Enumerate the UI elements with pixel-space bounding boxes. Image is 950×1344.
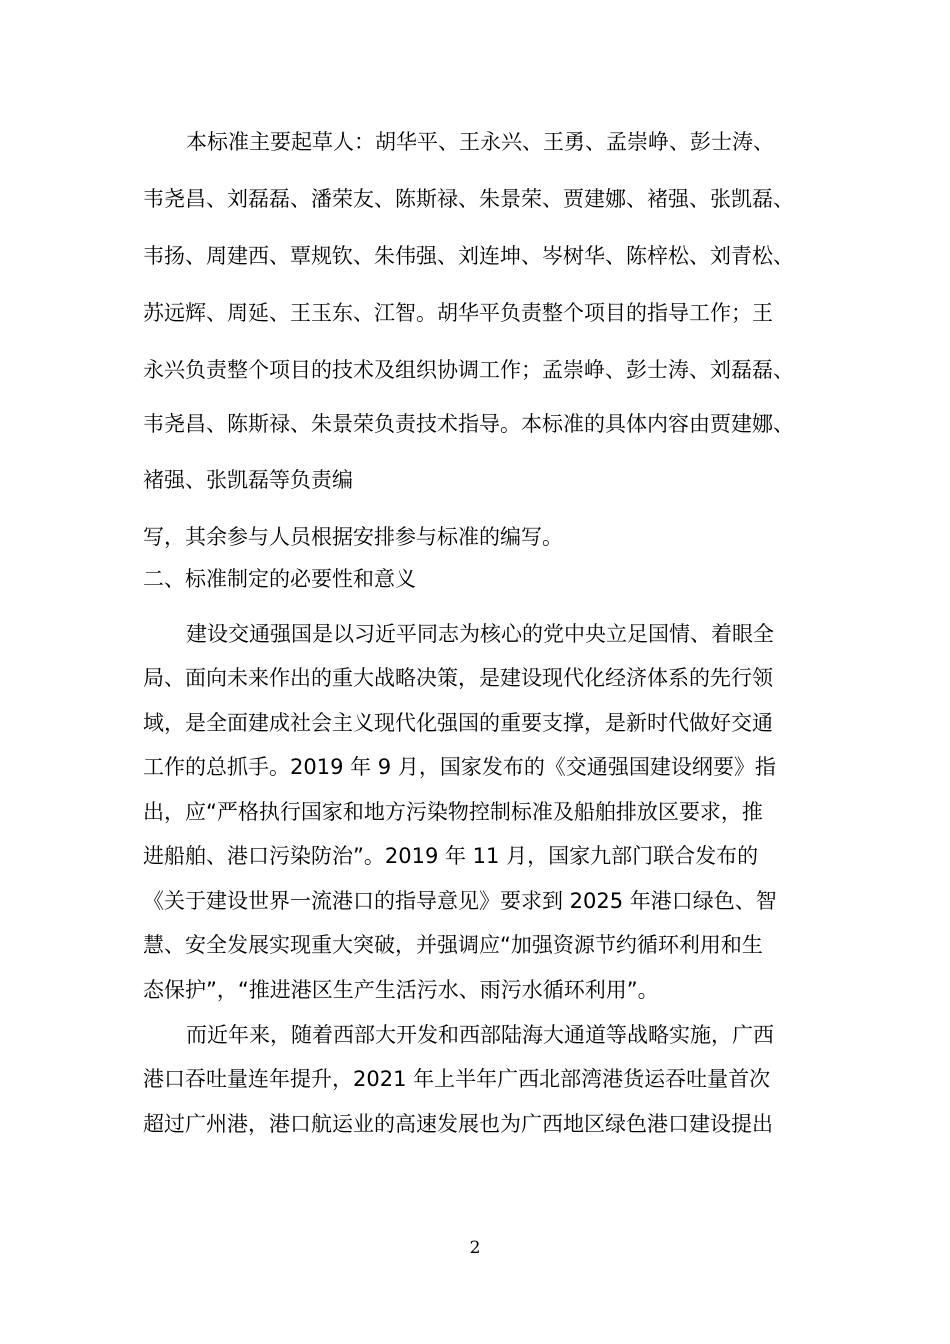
paragraph-1-line-7: 《关于建设世界一流港口的指导意见》要求到 2025 年港口绿色、智 — [143, 889, 777, 913]
section-heading: 二、标准制定的必要性和意义 — [143, 567, 416, 591]
paragraph-1-line-4: 工作的总抓手。2019 年 9 月，国家发布的《交通强国建设纲要》指 — [143, 755, 776, 779]
drafters-line-8: 写，其余参与人员根据安排参与标准的编写。 — [143, 525, 563, 549]
drafters-line-3: 韦扬、周建西、覃规钦、朱伟强、刘连坤、岑树华、陈梓松、刘青松、 — [143, 244, 794, 268]
paragraph-1-line-6: 进船舶、港口污染防治”。2019 年 11 月，国家九部门联合发布的 — [143, 844, 759, 868]
paragraph-1-line-1: 建设交通强国是以习近平同志为核心的党中央立足国情、着眼全 — [186, 622, 774, 646]
drafters-line-4: 苏远辉、周延、王玉东、江智。胡华平负责整个项目的指导工作；王 — [143, 301, 773, 325]
drafters-line-2: 韦尧昌、刘磊磊、潘荣友、陈斯禄、朱景荣、贾建娜、褚强、张凯磊、 — [143, 187, 794, 211]
paragraph-1-line-9: 态保护”，“推进港区生产生活污水、雨污水循环利用”。 — [143, 978, 659, 1002]
drafters-line-6: 韦尧昌、陈斯禄、朱景荣负责技术指导。本标准的具体内容由贾建娜、 — [143, 412, 794, 436]
drafters-line-5: 永兴负责整个项目的技术及组织协调工作；孟崇峥、彭士涛、刘磊磊、 — [143, 358, 794, 382]
paragraph-2-line-3: 超过广州港，港口航运业的高速发展也为广西地区绿色港口建设提出 — [143, 1112, 773, 1136]
paragraph-1-line-8: 慧、安全发展实现重大突破，并强调应“加强资源节约循环利用和生 — [143, 933, 763, 957]
drafters-line-7: 褚强、张凯磊等负责编 — [143, 468, 353, 492]
paragraph-1-line-5: 出，应“严格执行国家和地方污染物控制标准及船舶排放区要求，推 — [143, 800, 763, 824]
paragraph-2-line-1: 而近年来，随着西部大开发和西部陆海大通道等战略实施，广西 — [186, 1023, 774, 1047]
page-number: 2 — [469, 1238, 481, 1258]
paragraph-2-line-2: 港口吞吐量连年提升，2021 年上半年广西北部湾港货运吞吐量首次 — [143, 1067, 771, 1091]
paragraph-1-line-2: 局、面向未来作出的重大战略决策，是建设现代化经济体系的先行领 — [143, 666, 773, 690]
paragraph-1-line-3: 域，是全面建成社会主义现代化强国的重要支撑，是新时代做好交通 — [143, 711, 773, 735]
drafters-line-1: 本标准主要起草人：胡华平、王永兴、王勇、孟崇峥、彭士涛、 — [186, 130, 774, 154]
